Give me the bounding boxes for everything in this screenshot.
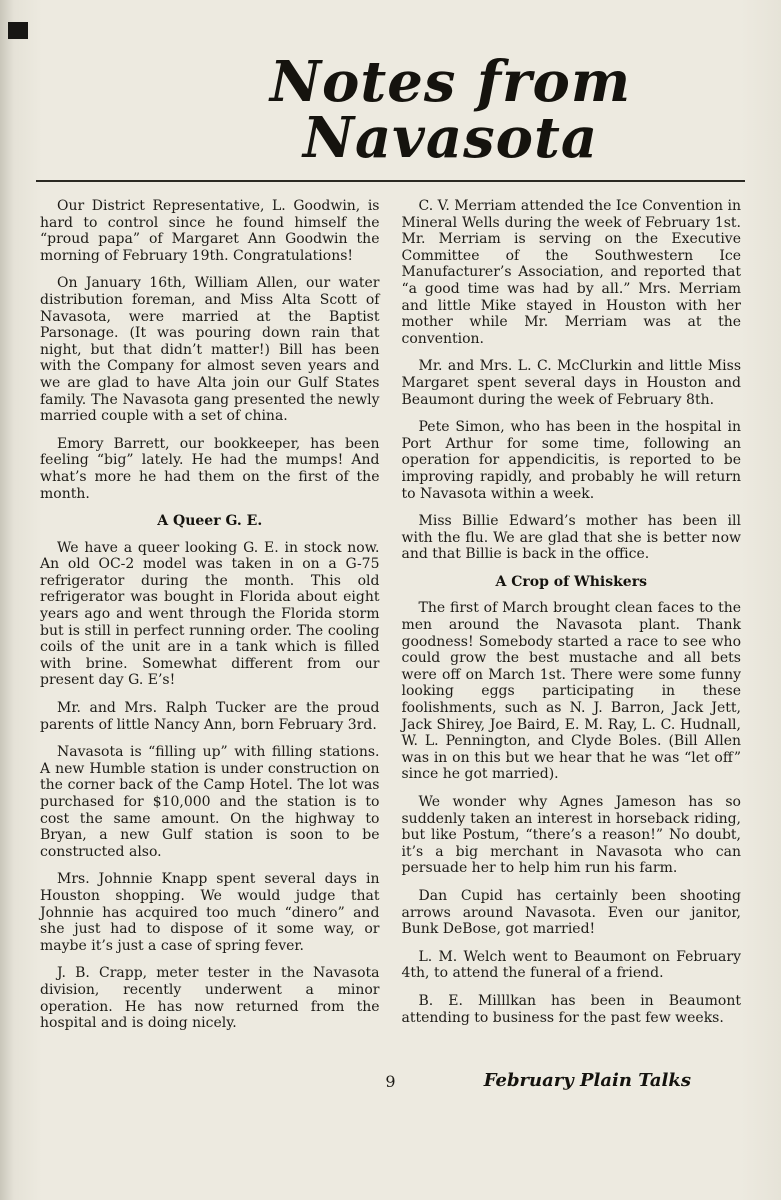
page-footer <box>40 1070 741 1098</box>
paragraph: We have a queer looking G. E. in stock now. An old OC-2 model was taken in on a G-75 refrigerator during the month. This old refrigerator was bought in Florida about eight years ago and went through the Florida storm but is still in perfect running order. The cooling coils of the unit are in a tank which is filled with brine. Somewhat different from our present day G. E’s! <box>40 539 380 689</box>
page-title: Notes from Navasota <box>269 49 632 171</box>
paragraph: Pete Simon, who has been in the hospital in Port Arthur for some time, following an operation for appendicitis, is reported to be improving rapidly, and probably he will return to Navasota within a week. <box>401 419 741 502</box>
paragraph: Mrs. Johnnie Knapp spent several days in Houston shopping. We would judge that Johnnie has acquired too much “dinero” and she just had to dispose of it some way, or maybe it’s just a case of spring fever. <box>40 871 380 954</box>
paragraph: B. E. Milllkan has been in Beaumont attending to business for the past few weeks. <box>401 992 741 1026</box>
paragraph: Our District Representative, L. Goodwin, is hard to control since he found himself the “proud papa” of Margaret Ann Goodwin the morning of February 19th. Congratulations! <box>40 198 380 264</box>
paragraph: Mr. and Mrs. Ralph Tucker are the proud parents of little Nancy Ann, born February 3rd. <box>40 700 380 733</box>
paragraph: On January 16th, William Allen, our water distribution foreman, and Miss Alta Scott of Navasota, were married at the Baptist Parsonage. (It was pouring down rain that night, but that didn’t matter!) Bill has been with the Company for almost seven years and we are glad to have Alta join our Gulf States family. The Navasota gang presented the newly married couple with a set of china. <box>40 275 380 425</box>
paragraph: The first of March brought clean faces to the men around the Navasota plant. Thank goodness! Somebody started a race to see who could grow the best mustache and all bets were off on March 1st. There were some funny looking eggs participating in these foolishments, such as N. J. Barron, Jack Jett, Jack Shirey, Joe Baird, E. M. Ray, L. C. Hudnall, W. L. Pennington, and Clyde Boles. (Bill Allen was in on this but we hear that he was “let off” since he got married). <box>401 600 741 783</box>
paragraph: Emory Barrett, our bookkeeper, has been feeling “big” lately. He had the mumps! And what’s more he had them on the first of the month. <box>40 435 380 502</box>
page-number: 9 <box>385 1072 396 1091</box>
article-columns <box>40 198 741 1043</box>
section-heading-crop-of-whiskers: A Crop of Whiskers <box>495 573 647 590</box>
scan-artifact <box>8 22 28 39</box>
title-divider <box>36 180 745 182</box>
paragraph: L. M. Welch went to Beaumont on February 4th, to attend the funeral of a friend. <box>401 948 741 982</box>
paragraph: Navasota is “filling up” with filling stations. A new Humble station is under construction on the corner back of the Camp Hotel. The lot was purchased for $10,000 and the station is to cost the same amount. On the highway to Bryan, a new Gulf station is soon to be constructed also. <box>40 744 380 860</box>
paragraph: Miss Billie Edward’s mother has been ill with the flu. We are glad that she is better now and that Billie is back in the office. <box>401 513 741 563</box>
paragraph: J. B. Crapp, meter tester in the Navasota division, recently underwent a minor operation. He has now returned from the hospital and is doing nicely. <box>40 965 380 1032</box>
section-heading-queer-ge: A Queer G. E. <box>157 513 263 530</box>
paragraph: Mr. and Mrs. L. C. McClurkin and little Miss Margaret spent several days in Houston and Beaumont during the week of February 8th. <box>401 358 741 408</box>
paragraph: We wonder why Agnes Jameson has so suddenly taken an interest in horseback riding, but like Postum, “there’s a reason!” No doubt, it’s a big merchant in Navasota who can persuade her to help him run his farm. <box>401 794 741 877</box>
publication-title: February Plain Talks <box>483 1070 691 1091</box>
left-column <box>40 198 380 1043</box>
right-column <box>402 198 742 1043</box>
paragraph: C. V. Merriam attended the Ice Convention in Mineral Wells during the week of February 1st. Mr. Merriam is serving on the Executive Committee of the Southwestern Ice Manufacturer’s Association, and reported that “a good time was had by all.” Mrs. Merriam and little Mike stayed in Houston with her mother while Mr. Merriam was at the convention. <box>401 198 741 347</box>
paragraph: Dan Cupid has certainly been shooting arrows around Navasota. Even our janitor, Bunk DeBose, got married! <box>401 887 741 938</box>
